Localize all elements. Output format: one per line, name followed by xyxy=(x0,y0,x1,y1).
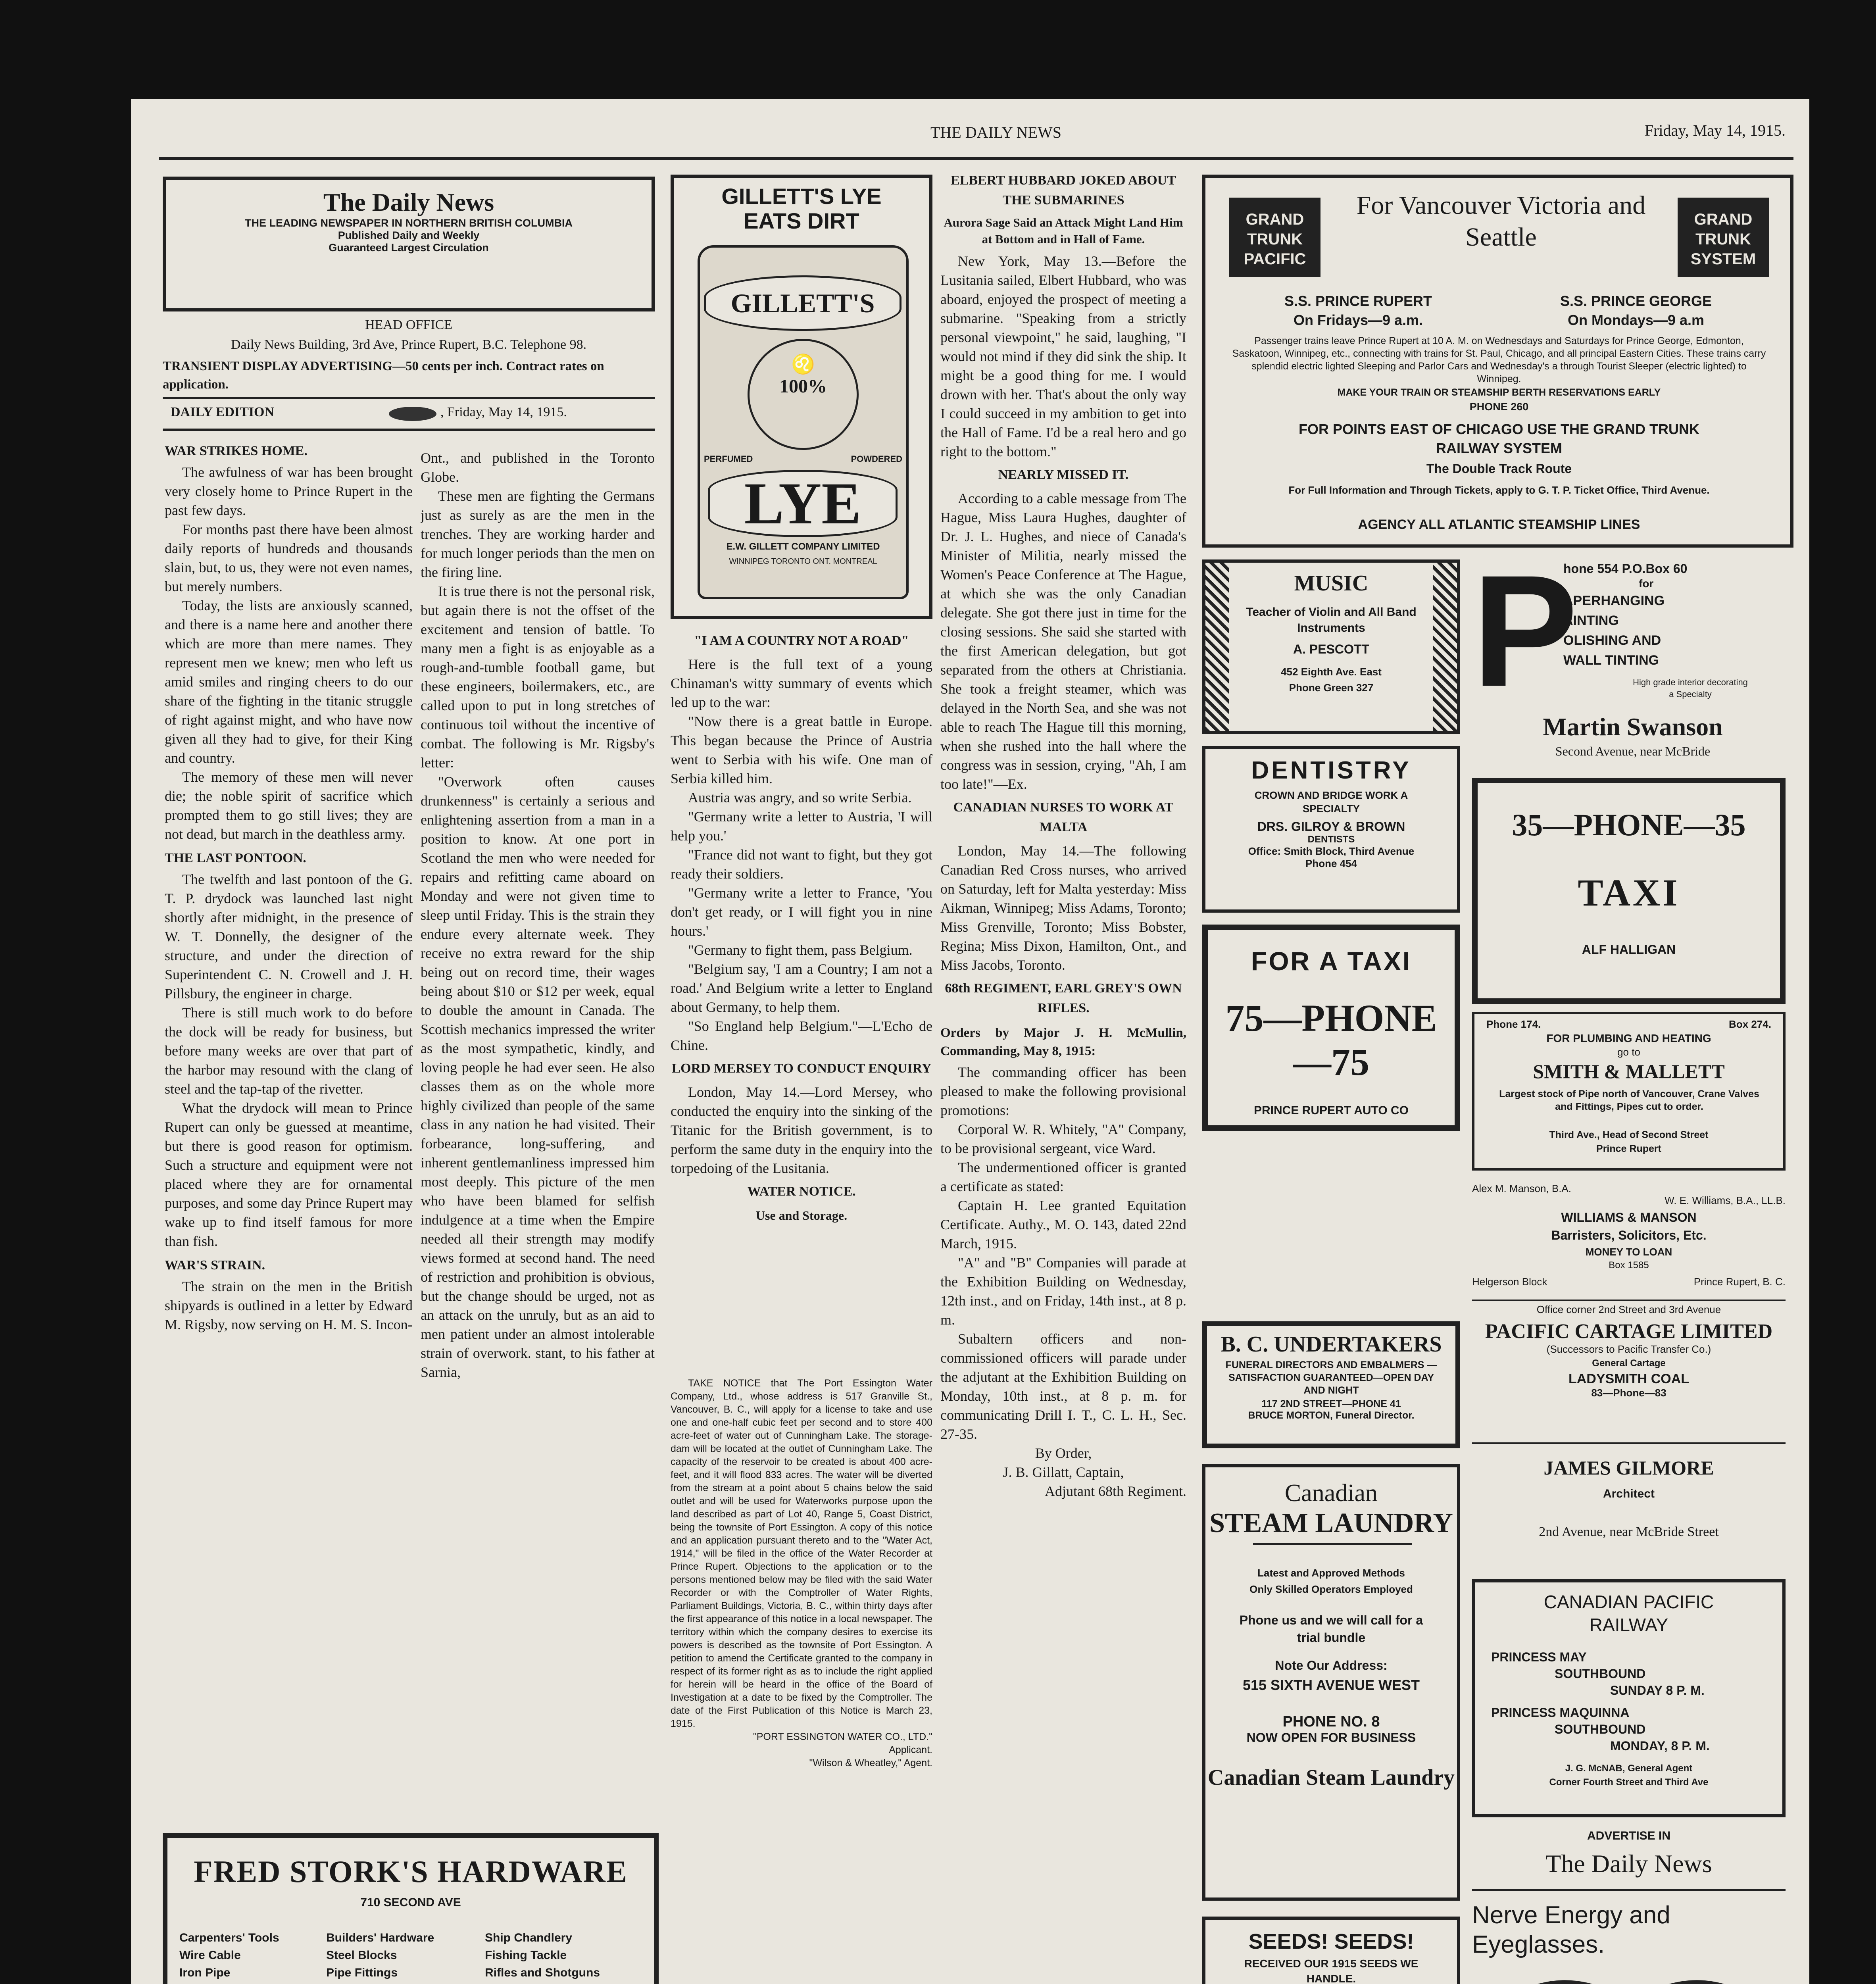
gtp-logo-left: GRAND TRUNK PACIFIC xyxy=(1229,198,1321,277)
can-lye: LYE xyxy=(708,470,898,537)
undertakers-body: FUNERAL DIRECTORS AND EMBALMERS — SATISFACTION GUARANTEED—OPEN DAY AND NIGHT xyxy=(1225,1359,1437,1396)
gtp-ship-1: S.S. PRINCE RUPERT xyxy=(1284,293,1432,309)
hardware-item xyxy=(326,1982,477,1984)
lye-can xyxy=(698,245,909,599)
can-emblem xyxy=(748,339,859,450)
right-rule-1 xyxy=(1472,1300,1786,1301)
lawyers-money: MONEY TO LOAN xyxy=(1585,1246,1672,1258)
lawyers-box: Box 1585 xyxy=(1609,1260,1649,1271)
paragraph: The strain on the men in the British shipyards is outlined in a letter by Edward M. Rigsby, now serving on H. M. S. Incon- xyxy=(165,1278,413,1332)
col-4 xyxy=(940,171,1186,1980)
architect-ad xyxy=(1472,1452,1786,1571)
right-rule-3 xyxy=(1472,1889,1786,1891)
music-ad xyxy=(1202,559,1460,734)
gtp-agency: AGENCY ALL ATLANTIC STEAMSHIP LINES xyxy=(1358,517,1640,532)
cartage-general: General Cartage xyxy=(1592,1358,1666,1369)
dentistry-title: DENTISTRY xyxy=(1251,757,1411,784)
music-line-3: 452 Eighth Ave. East xyxy=(1281,666,1382,678)
masthead-sub3: Guaranteed Largest Circulation xyxy=(329,242,489,254)
paragraph: The memory of these men will never die; the noble spirit of sacrifice which prompted them to go still lives; they are not dead, but march in the deathless army. xyxy=(165,769,413,842)
masthead-sub1: THE LEADING NEWSPAPER IN NORTHERN BRITISH COLUMBIA xyxy=(244,217,573,229)
laundry-title-1: Canadian xyxy=(1284,1480,1378,1507)
gtp-ad xyxy=(1202,175,1793,548)
col4-heading-3: CANADIAN NURSES TO WORK AT MALTA xyxy=(953,800,1174,834)
gilletts-line-2: EATS DIRT xyxy=(744,208,859,233)
hardware-address: 710 SECOND AVE xyxy=(360,1896,461,1909)
hardware-col-1 xyxy=(179,1929,330,1984)
cpr-address: Corner Fourth Street and Third Ave xyxy=(1549,1777,1709,1788)
laundry-title-2: STEAM LAUNDRY xyxy=(1209,1508,1453,1538)
paragraph: London, May 14.—The following Canadian Red Cross nurses, who arrived on Saturday, left for Malta yesterday: Miss Aikman, Winnipeg; Miss Adams, Toronto; Miss Grenville, Toronto; Miss Bobster, Regina; Miss Dixon, Hamilton, Ont., and Miss Jacobs, Toronto. xyxy=(940,843,1186,973)
dentistry-line-3: DENTISTS xyxy=(1307,834,1355,845)
gtp-logo-right: GRAND TRUNK SYSTEM xyxy=(1678,198,1769,277)
music-title: MUSIC xyxy=(1294,571,1369,596)
paragraph: "Germany write a letter to France, 'You don't get ready, or I will fight you in nine hours.' xyxy=(671,885,932,939)
paragraph: The undermentioned officer is granted a certificate as stated: xyxy=(940,1159,1186,1194)
advertise-line-2: The Daily News xyxy=(1545,1849,1712,1878)
cpr-ship-1-time: SUNDAY 8 P. M. xyxy=(1610,1683,1705,1698)
hardware-item: Iron Pipe xyxy=(179,1966,231,1979)
cartage-top: Office corner 2nd Street and 3rd Avenue xyxy=(1536,1303,1721,1315)
col3-heading-3: WATER NOTICE. xyxy=(747,1184,856,1199)
paragraph: The twelfth and last pontoon of the G. T. P. drydock was launched last night shortly after midnight, in the presence of W. T. Donnelly, the designer of the structure, and under the direction of Superintendent C. N. Crowell and J. H. Pillsbury, the engineer in charge. xyxy=(165,871,413,1002)
right-rule-2 xyxy=(1472,1442,1786,1444)
undertakers-ad xyxy=(1202,1321,1460,1448)
gilletts-ad xyxy=(671,175,932,619)
can-left: PERFUMED xyxy=(704,454,753,464)
lion-icon: ♌ xyxy=(791,354,815,375)
notice-sig-1: "PORT ESSINGTON WATER CO., LTD." xyxy=(753,1731,932,1742)
plumbing-line-4: Third Ave., Head of Second Street xyxy=(1549,1129,1709,1140)
cpr-title: CANADIAN PACIFIC RAILWAY xyxy=(1543,1592,1714,1635)
paragraph: Today, the lists are anxiously scanned, and there is a name here and another there which are more than mere names. They represent men we knew; men who left us amid smiles and ringing cheers to do our share of the fighting in the titanic struggle of right against might, and who have now given all they had to give, for their King and country. xyxy=(165,598,413,766)
can-company: E.W. GILLETT COMPANY LIMITED xyxy=(726,541,880,552)
transient-text: TRANSIENT DISPLAY ADVERTISING—50 cents per inch. Contract rates on application. xyxy=(163,359,604,392)
paragraph: "France did not want to fight, but they got ready their soldiers. xyxy=(671,847,932,882)
hardware-item: Fishing Tackle xyxy=(485,1949,567,1962)
hardware-item: Carpenters' Tools xyxy=(179,1931,279,1944)
gtp-body: Passenger trains leave Prince Rupert at 10 A. M. on Wednesdays and Saturdays for Prince George, Edmonton, Saskatoon, Winnipeg, etc., connecting with trains for St. Paul, Chicago, and all principal Eastern Cities. These trains carry splendid electric lighted Sleeping and Parlor Cars and Wednesday's a through Tourist Sleeper (electric lighted) to Winnipeg. xyxy=(1232,335,1766,384)
cpr-ship-2-time: MONDAY, 8 P. M. xyxy=(1610,1739,1710,1753)
col3-heading-1: "I AM A COUNTRY NOT A ROAD" xyxy=(694,633,909,648)
gtp-title: For Vancouver Victoria and Seattle xyxy=(1356,191,1646,252)
music-border-right xyxy=(1433,563,1457,731)
cpr-ship-2-dir: SOUTHBOUND xyxy=(1555,1722,1646,1736)
lawyers-firm: WILLIAMS & MANSON xyxy=(1561,1210,1697,1225)
col3-heading-2: LORD MERSEY TO CONDUCT ENQUIRY xyxy=(671,1061,932,1076)
undertakers-name: BRUCE MORTON, Funeral Director. xyxy=(1248,1410,1415,1421)
laundry-line-6: PHONE NO. 8 xyxy=(1282,1713,1380,1730)
col4-heading-1: ELBERT HUBBARD JOKED ABOUT THE SUBMARINES xyxy=(951,173,1176,208)
paragraph: "A" and "B" Companies will parade at the Exhibition Building on Wednesday, 12th inst., and on Friday, 14th inst., at 8 p. m. xyxy=(940,1255,1186,1328)
paragraph: New York, May 13.—Before the Lusitania sailed, Elbert Hubbard, who was aboard, enjoyed the prospect of meeting a submarine. "Speaking from a strictly personal viewpoint," he said, laughing, "I would not mind if they did sink the ship. It might be a good thing for me. I would drown with her. That's about the only way I could succeed in my ambition to get into the Hall of Fame. I'd be a real hero and go right to the bottom." xyxy=(940,253,1186,459)
gtp-full: For Full Information and Through Tickets, apply to G. T. P. Ticket Office, Third Avenue. xyxy=(1288,484,1710,496)
painting-line-5: High grade interior decorating a Specialty xyxy=(1633,677,1748,699)
newspaper-page xyxy=(131,99,1809,1984)
cpr-ship-1: PRINCESS MAY xyxy=(1491,1650,1587,1664)
dentistry-ad xyxy=(1202,746,1460,913)
music-border-left xyxy=(1205,563,1229,731)
dentistry-line-2: DRS. GILROY & BROWN xyxy=(1257,819,1405,834)
plumbing-line-3: Largest stock of Pipe north of Vancouver, Crane Valves and Fittings, Pipes cut to order. xyxy=(1499,1088,1759,1112)
taxi-35-line-3: ALF HALLIGAN xyxy=(1582,942,1676,957)
laundry-ad xyxy=(1202,1464,1460,1901)
hardware-col-3 xyxy=(485,1929,652,1984)
gtp-double: The Double Track Route xyxy=(1426,461,1572,476)
architect-name: JAMES GILMORE xyxy=(1543,1457,1714,1479)
paragraph: Subaltern officers and non-commissioned officers will parade under the adjutant at the Exhibition Building on Monday, 10th inst., at 8 p. m. for communicating Drill I. T., C. L. H., Sec. 27-35. xyxy=(940,1331,1186,1442)
can-brand: GILLETT'S xyxy=(730,288,875,318)
architect-title: Architect xyxy=(1603,1487,1655,1500)
painting-line-2: AINTING xyxy=(1563,613,1619,628)
painting-phone: hone 554 P.O.Box 60 xyxy=(1563,561,1688,576)
col4-heading-1b: Aurora Sage Said an Attack Might Land Him at Bottom and in Hall of Fame. xyxy=(944,215,1183,246)
laundry-line-4: Note Our Address: xyxy=(1275,1658,1388,1673)
paragraph: "So England help Belgium."—L'Echo de Chine. xyxy=(671,1018,932,1053)
seeds-title: SEEDS! SEEDS! xyxy=(1248,1930,1414,1953)
painting-for: for xyxy=(1639,577,1654,590)
order-sig-3: Adjutant 68th Regiment. xyxy=(1045,1483,1186,1499)
notice-sig-3: "Wilson & Wheatley," Agent. xyxy=(809,1757,932,1769)
col4-heading-2: NEARLY MISSED IT. xyxy=(998,467,1129,482)
optician-ad xyxy=(1472,1901,1786,1984)
paragraph: For months past there have been almost daily reports of hundreds and thousands slain, but, to us, they were not even names, but merely numbers. xyxy=(165,521,413,594)
lawyers-city: Prince Rupert, B. C. xyxy=(1693,1276,1786,1288)
paragraph: The commanding officer has been pleased to make the following provisional promotions: xyxy=(940,1064,1186,1118)
lawyers-block: Helgerson Block xyxy=(1472,1276,1547,1288)
plumbing-box: Box 274. xyxy=(1729,1018,1771,1030)
hardware-item xyxy=(179,1982,330,1984)
paragraph: London, May 14.—Lord Mersey, who conducted the enquiry into the sinking of the Titanic for the British government, is to perform the same duty in the enquiry into the torpedoing of the Lusitania. xyxy=(671,1084,932,1176)
paragraph: According to a cable message from The Hague, Miss Laura Hughes, daughter of Dr. J. L. Hughes, and niece of Canada's Minister of Militia, nearly missed the Women's Peace Conference at The Hague, at which she was the only Canadian delegate. She got there just in time for the closing sessions. She said she started with the first American delegation, but got separated from the others at Christiania. She took a freight steamer, which was delayed in the North Sea, and she was not able to reach The Hague till this morning, when she rushed into the hall where the congress was in session, crying, "Ah, I am too late!"—Ex. xyxy=(940,490,1186,792)
cartage-ad xyxy=(1472,1303,1786,1446)
gtp-reserve: MAKE YOUR TRAIN OR STEAMSHIP BERTH RESERVATIONS EARLY xyxy=(1337,387,1661,398)
gilletts-line-1: GILLETT'S LYE xyxy=(721,184,882,209)
painting-name: Martin Swanson xyxy=(1543,713,1723,741)
water-notice xyxy=(671,1377,932,1984)
hardware-item: Builders' Hardware xyxy=(326,1931,434,1944)
hardware-item xyxy=(485,1982,652,1984)
music-line-1: Teacher of Violin and All Band Instruments xyxy=(1246,606,1417,634)
cartage-sub: (Successors to Pacific Transfer Co.) xyxy=(1546,1343,1711,1355)
masthead-sub2: Published Daily and Weekly xyxy=(338,229,480,241)
taxi-35-ad xyxy=(1472,778,1786,1004)
plumbing-name: SMITH & MALLETT xyxy=(1533,1060,1725,1082)
laundry-rule xyxy=(1253,1543,1412,1545)
taxi-35-line-2: TAXI xyxy=(1578,871,1680,914)
painting-line-4: WALL TINTING xyxy=(1563,653,1659,668)
laundry-line-2: Only Skilled Operators Employed xyxy=(1249,1583,1413,1595)
gtp-ship-2-day: On Mondays—9 a.m xyxy=(1567,312,1705,328)
edition-emblem xyxy=(389,407,436,421)
taxi-35-line-1: 35—PHONE—35 xyxy=(1512,807,1746,842)
edition-date: , Friday, May 14, 1915. xyxy=(440,405,567,419)
hardware-item: Wire Cable xyxy=(179,1949,241,1962)
laundry-line-5: 515 SIXTH AVENUE WEST xyxy=(1242,1677,1420,1693)
paragraph: Ont., and published in the Toronto Globe. xyxy=(421,450,655,485)
notice-sig-2: Applicant. xyxy=(889,1744,932,1755)
seeds-ad xyxy=(1202,1917,1460,1984)
page-header-title: THE DAILY NEWS xyxy=(930,123,1061,141)
paragraph: There is still much work to do before the dock will be ready for business, but before many weeks are over that part of the harbor may resound with the clang of steel and the tap-tap of the rivetter. xyxy=(165,1005,413,1097)
paragraph: "Overwork often causes drunkenness" is certainly a serious and enlightening assertion from a man in a position to know. At one port in Scotland the men who were needed for repairs and refitting came aboard on Monday and were not given time to sleep until Friday. This is the strain they endure every alternate week. They receive no extra reward for the ship being out on record time, their wages being about $10 or $12 per week, equal to double the amount in Canada. The Scottish mechanics impressed the writer as the most sympathetic, kindly, and loving people he had ever seen. He also classes them as on the whole more highly civilized than people of the same class in any nation he had visited. Their forbearance, long-suffering, and inherent gentlemanliness impressed him most deeply. This picture of the men who have been blamed for selfish indulgence at a time when the Empire needed all their strength may modify views formed at second hand. The need of restriction and prohibition is obvious, but the change should be urged, not as an attack on the unruly, but as an aid to men patient under an almost intolerable strain of overwork. stant, to his father at Sarnia, xyxy=(421,774,655,1380)
paragraph: Here is the full text of a young Chinaman's witty summary of events which led up to the war: xyxy=(671,656,932,710)
cpr-ad xyxy=(1472,1579,1786,1817)
painting-big-letter: P xyxy=(1472,542,1578,719)
masthead-rule-2 xyxy=(163,429,655,431)
hardware-col-2 xyxy=(326,1929,477,1984)
hardware-item: Rifles and Shotguns xyxy=(485,1966,600,1979)
taxi-75-line-1: FOR A TAXI xyxy=(1251,946,1412,976)
hardware-item: Pipe Fittings xyxy=(326,1966,398,1979)
plumbing-line-2: go to xyxy=(1617,1046,1640,1058)
cpr-agent: J. G. McNAB, General Agent xyxy=(1565,1763,1693,1774)
taxi-75-line-2: 75—PHONE—75 xyxy=(1225,997,1437,1083)
painting-line-3: OLISHING AND xyxy=(1563,633,1661,648)
gtp-ship-1-day: On Fridays—9 a.m. xyxy=(1293,312,1423,328)
gtp-ship-2: S.S. PRINCE GEORGE xyxy=(1560,293,1712,309)
advertise-line-1: ADVERTISE IN xyxy=(1587,1829,1671,1842)
laundry-line-3: Phone us and we will call for a trial bundle xyxy=(1239,1613,1423,1645)
music-line-2: A. PESCOTT xyxy=(1293,642,1369,656)
paragraph: Austria was angry, and so write Serbia. xyxy=(688,790,912,806)
col3-heading-3b: Use and Storage. xyxy=(755,1208,848,1223)
painting-ad xyxy=(1472,542,1793,766)
edition-label: DAILY EDITION xyxy=(171,405,275,419)
seeds-line-1: RECEIVED OUR 1915 SEEDS WE HANDLE. xyxy=(1244,1957,1419,1984)
header-rule xyxy=(159,157,1793,160)
laundry-line-1: Latest and Approved Methods xyxy=(1257,1567,1405,1579)
lawyers-desc: Barristers, Solicitors, Etc. xyxy=(1551,1228,1707,1242)
masthead-title: The Daily News xyxy=(323,188,494,216)
col4-heading-4: 68th REGIMENT, EARL GREY'S OWN RIFLES. xyxy=(945,981,1182,1015)
gtp-east: FOR POINTS EAST OF CHICAGO USE THE GRAND TRUNK RAILWAY SYSTEM xyxy=(1298,421,1700,456)
notice-text: TAKE NOTICE that The Port Essington Water Company, Ltd., whose address is 517 Granville St., Vancouver, B. C., will apply for a license to take and use one and one-half cubic feet per second and to store 400 acre-feet of water out of Cunningham Lake. The storage-dam will be located at the outlet of Cunningham Lake. The capacity of the reservoir to be created is about 400 acre-feet, and it will flood 833 acres. The water will be diverted from the stream at a point about 5 chains below the said outlet and will be used for Waterworks purpose upon the land described as part of Lot 40, Range 5, Coast District, being the townsite of Port Essington. A copy of this notice and an application pursuant thereto and to the "Water Act, 1914," will be filed in the office of the Water Recorder at Prince Rupert. Objections to the application or to the persons mentioned below may be filed with the said Water Recorder or with the Comptroller of Water Rights, Parliament Buildings, Victoria, B. C., within thirty days after the first appearance of this notice in a local newspaper. The territory within which the company desires to exercise its powers is described as the townsite of Port Essington. A petition to amend the Certificate granted to the company in respect of its former right as as to include the right applied for herein will be heard in the office of the Board of Investigation at a date to be fixed by the Comptroller. The date of the First Publication of this Notice is March 23, 1915. xyxy=(671,1378,932,1729)
undertakers-title: B. C. UNDERTAKERS xyxy=(1221,1332,1442,1357)
cartage-coal: LADYSMITH COAL xyxy=(1568,1371,1690,1386)
taxi-75-line-3: PRINCE RUPERT AUTO CO xyxy=(1253,1104,1409,1117)
col4-heading-4b: Orders by Major J. H. McMullin, Commanding, May 8, 1915: xyxy=(940,1026,1186,1058)
laundry-line-8: Canadian Steam Laundry xyxy=(1207,1765,1455,1790)
lawyers-ad xyxy=(1472,1182,1786,1298)
masthead-box xyxy=(163,177,655,311)
paragraph: These men are fighting the Germans just as surely as are the men in the trenches. They are working harder and for much longer periods than the men on the firing line. xyxy=(421,488,655,580)
page-header-date: Friday, May 14, 1915. xyxy=(1644,121,1786,139)
paragraph: "Germany to fight them, pass Belgium. xyxy=(688,942,913,958)
plumbing-phone: Phone 174. xyxy=(1486,1018,1541,1030)
editorial-col-2 xyxy=(421,448,655,1817)
can-right: POWDERED xyxy=(851,454,902,464)
col-3 xyxy=(671,627,932,1377)
dentistry-line-5: Phone 454 xyxy=(1305,857,1357,869)
hardware-title: FRED STORK'S HARDWARE xyxy=(194,1854,628,1889)
cartage-phone: 83—Phone—83 xyxy=(1591,1387,1666,1399)
office-head: HEAD OFFICE xyxy=(365,317,453,332)
office-text: Daily News Building, 3rd Ave, Prince Rupert, B.C. Telephone 98. xyxy=(231,337,587,352)
cpr-ship-1-dir: SOUTHBOUND xyxy=(1555,1667,1646,1681)
hardware-item: Steel Blocks xyxy=(326,1949,397,1962)
editorial-col-1 xyxy=(165,436,413,1817)
lawyer-2: W. E. Williams, B.A., LL.B. xyxy=(1665,1194,1786,1206)
plumbing-line-1: FOR PLUMBING AND HEATING xyxy=(1546,1032,1711,1044)
paragraph: Corporal W. R. Whitely, "A" Company, to be provisional sergeant, vice Ward. xyxy=(940,1121,1186,1156)
hardware-item: Ship Chandlery xyxy=(485,1931,573,1944)
undertakers-address: 117 2ND STREET—PHONE 41 xyxy=(1261,1398,1401,1409)
lawyer-1: Alex M. Manson, B.A. xyxy=(1472,1182,1571,1194)
editorial-heading-1: WAR STRIKES HOME. xyxy=(165,444,308,458)
paragraph: What the drydock will mean to Prince Rupert can only be guessed at meantime, but there is good reason for optimism. Such a structure and equipment were not placed where they are for ornamental purposes, and some day Prince Rupert may wake up to find itself famous for more than fish. xyxy=(165,1100,413,1249)
paragraph: Captain H. Lee granted Equitation Certificate. Authy., M. O. 143, dated 22nd March, 1915. xyxy=(940,1198,1186,1252)
order-sig-1: By Order, xyxy=(1035,1445,1092,1461)
order-sig-2: J. B. Gillatt, Captain, xyxy=(1003,1464,1124,1480)
dentistry-line-4: Office: Smith Block, Third Avenue xyxy=(1248,845,1415,857)
can-percent: 100% xyxy=(779,376,827,397)
can-banner xyxy=(704,275,901,331)
taxi-75-ad xyxy=(1202,925,1460,1131)
eyes-illustration xyxy=(1508,1972,1754,1984)
paragraph: It is true there is not the personal risk, but again there is not the offset of the excitement and tension of battle. To many men a fight is as enjoyable as a rough-and-tumble football game, but these engineers, boilermakers, etc., are called upon to put in long stretches of continuous toil without the incentive of combat. The following is Mr. Rigsby's letter: xyxy=(421,583,655,771)
dentistry-line-1: CROWN AND BRIDGE WORK A SPECIALTY xyxy=(1254,789,1408,815)
paragraph: "Germany write a letter to Austria, 'I will help you.' xyxy=(671,809,932,844)
paragraph: "Now there is a great battle in Europe. This began because the Prince of Austria went to Serbia with his wife. One man of Serbia killed him. xyxy=(671,713,932,786)
paragraph: The awfulness of war has been brought very closely home to Prince Rupert in the past few days. xyxy=(165,464,413,518)
painting-address: Second Avenue, near McBride xyxy=(1555,744,1711,758)
can-city: WINNIPEG TORONTO ONT. MONTREAL xyxy=(729,557,877,566)
optician-title: Nerve Energy and Eyeglasses. xyxy=(1472,1901,1670,1958)
laundry-line-7: NOW OPEN FOR BUSINESS xyxy=(1246,1730,1416,1745)
cpr-ship-2: PRINCESS MAQUINNA xyxy=(1491,1705,1630,1720)
plumbing-ad xyxy=(1472,1012,1786,1171)
hardware-ad xyxy=(163,1833,659,1984)
architect-address: 2nd Avenue, near McBride Street xyxy=(1539,1525,1719,1539)
masthead-rule xyxy=(163,397,655,399)
editorial-heading-3: WAR'S STRAIN. xyxy=(165,1258,265,1273)
plumbing-line-5: Prince Rupert xyxy=(1596,1143,1661,1154)
cartage-title: PACIFIC CARTAGE LIMITED xyxy=(1485,1320,1773,1343)
music-line-4: Phone Green 327 xyxy=(1289,682,1374,694)
editorial-heading-2: THE LAST PONTOON. xyxy=(165,851,306,865)
paragraph: "Belgium say, 'I am a Country; I am not a road.' And Belgium write a letter to England about Germany, to help them. xyxy=(671,961,932,1015)
gtp-phone: PHONE 260 xyxy=(1469,401,1529,413)
painting-line-1: APERHANGING xyxy=(1563,593,1665,608)
